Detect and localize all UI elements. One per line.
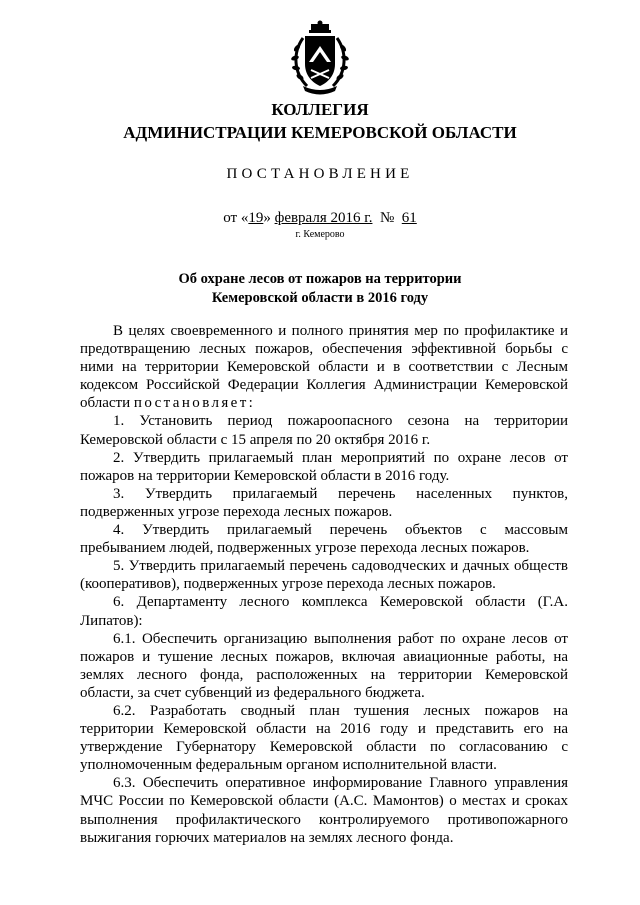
date-prefix: от «: [223, 210, 249, 226]
date-month-year: февраля 2016 г.: [274, 210, 373, 226]
item-paragraph: 6.3. Обеспечить оперативное информирование Главного управления МЧС России по Кемеровской области (А.С. Мамонтов) о местах и сроках выполнения профилактического контролируемого противопожарного выжигания горючих материалов на землях лесного фонда.: [80, 775, 568, 846]
item-paragraph: 4. Утвердить прилагаемый перечень объектов с массовым пребыванием людей, подверженных угрозе перехода лесных пожаров.: [80, 522, 568, 557]
document-type: ПОСТАНОВЛЕНИЕ: [226, 166, 414, 182]
org-name-line1: КОЛЛЕГИЯ: [271, 100, 369, 119]
number-label: №: [379, 210, 395, 226]
item-paragraph: 6.2. Разработать сводный план тушения лесных пожаров на территории Кемеровской области на 2016 году и представить его на утверждение Губернатору Кемеровской области по согласованию с уполномоченным федеральным органом исполнительной власти.: [80, 702, 568, 774]
org-name-line2: АДМИНИСТРАЦИИ КЕМЕРОВСКОЙ ОБЛАСТИ: [123, 123, 517, 142]
decree-word: постановляет:: [133, 395, 256, 412]
document-title-line1: Об охране лесов от пожаров на территории: [178, 271, 462, 287]
item-paragraph: 6. Департаменту лесного комплекса Кемеровской области (Г.А. Липатов):: [80, 594, 568, 629]
document-number: 61: [401, 210, 417, 226]
document-body: [80, 322, 568, 847]
date-day: 19: [248, 210, 264, 226]
date-number-line: [0, 210, 640, 227]
item-paragraph: 6.1. Обеспечить организацию выполнения работ по охране лесов от пожаров и тушение лесных пожаров, включая авиационные работы, на землях лесного фонда, расположенных на территории Кемеровской области, за счет субвенций из федерального бюджета.: [80, 630, 568, 701]
date-separator: »: [263, 210, 275, 226]
document-title-line2: Кемеровской области в 2016 году: [211, 290, 429, 306]
intro-paragraph: [80, 322, 568, 412]
intro-text: В целях своевременного и полного принятия мер по профилактике и предотвращению лесных пожаров, обеспечения эффективной борьбы с ними на территории Кемеровской области и в соответствии с Лесным кодексом Российской Федерации Коллегия Администрации Кемеровской области: [80, 323, 568, 412]
item-paragraph: 2. Утвердить прилагаемый план мероприятий по охране лесов от пожаров на территории Кемеровской области в 2016 году.: [80, 449, 568, 484]
item-paragraph: 5. Утвердить прилагаемый перечень садоводческих и дачных обществ (кооперативов), подверженных угрозе перехода лесных пожаров.: [80, 558, 568, 593]
coat-of-arms-icon: [289, 20, 351, 96]
item-paragraph: 1. Установить период пожароопасного сезона на территории Кемеровской области с 15 апреля по 20 октября 2016 г.: [80, 413, 568, 448]
city-name: г. Кемерово: [295, 229, 345, 240]
item-paragraph: 3. Утвердить прилагаемый перечень населенных пунктов, подверженных угрозе перехода лесных пожаров.: [80, 485, 568, 520]
